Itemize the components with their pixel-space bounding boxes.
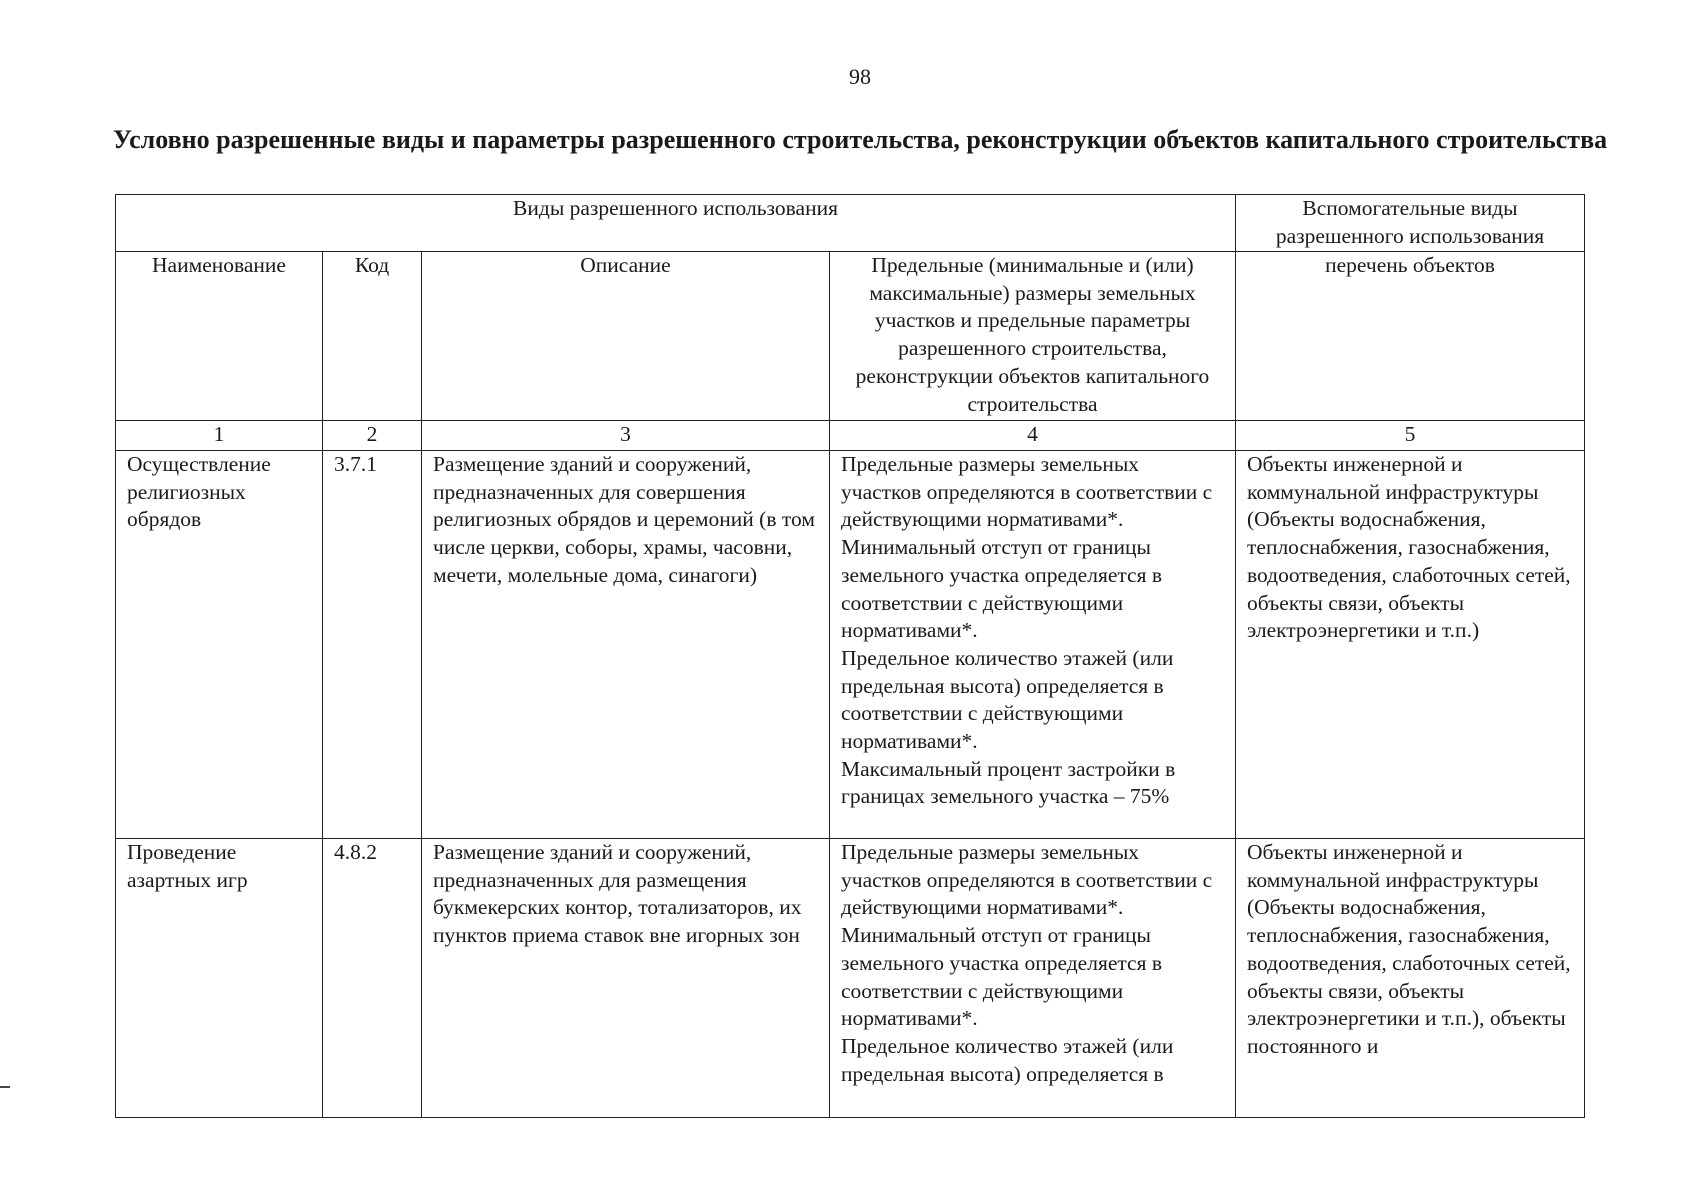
table-row bbox=[116, 451, 1585, 839]
col-header-limits: Предельные (минимальные и (или) максимальные) размеры земельных участков и предельные параметры разрешенного строительства, реконструкции объектов капитального строительства bbox=[830, 252, 1236, 421]
limits-paragraph: Предельные размеры земельных участков определяются в соответствии с действующими нормативами*. bbox=[841, 452, 1213, 532]
limits-paragraph: Предельные размеры земельных участков определяются в соответствии с действующими нормативами*. bbox=[841, 840, 1213, 920]
col-header-objects: перечень объектов bbox=[1236, 252, 1585, 421]
limits-paragraph: Минимальный отступ от границы земельного участка определяется в соответствии с действующими нормативами*. bbox=[841, 535, 1162, 643]
table-row bbox=[116, 839, 1585, 1118]
row-limits bbox=[830, 839, 1236, 1118]
page-number: 98 bbox=[849, 64, 871, 89]
row-code: 3.7.1 bbox=[323, 451, 422, 839]
col-header-code: Код bbox=[323, 252, 422, 421]
row-objects: Объекты инженерной и коммунальной инфраструктуры (Объекты водоснабжения, теплоснабжения, газоснабжения, водоотведения, слаботочных сетей, объекты связи, объекты электроэнергетики и т.п.) bbox=[1236, 451, 1585, 839]
scan-edge-mark bbox=[0, 1086, 10, 1088]
row-limits bbox=[830, 451, 1236, 839]
col-number: 4 bbox=[830, 421, 1236, 451]
row-code: 4.8.2 bbox=[323, 839, 422, 1118]
row-objects: Объекты инженерной и коммунальной инфраструктуры (Объекты водоснабжения, теплоснабжения, газоснабжения, водоотведения, слаботочных сетей, объекты связи, объекты электроэнергетики и т.п.), объекты постоянного и bbox=[1236, 839, 1585, 1118]
col-header-name: Наименование bbox=[116, 252, 323, 421]
row-name: Осуществление религиозных обрядов bbox=[116, 451, 323, 839]
limits-paragraph: Максимальный процент застройки в границах земельного участка – 75% bbox=[841, 756, 1176, 809]
group-header-main: Виды разрешенного использования bbox=[116, 195, 1236, 252]
table-group-header-row bbox=[116, 195, 1585, 252]
page-title: Условно разрешенные виды и параметры разрешенного строительства, реконструкции объектов капитального строительства bbox=[112, 125, 1608, 154]
limits-paragraph: Минимальный отступ от границы земельного участка определяется в соответствии с действующими нормативами*. bbox=[841, 923, 1162, 1031]
col-number: 1 bbox=[116, 421, 323, 451]
zoning-table bbox=[115, 194, 1585, 1118]
table-column-header-row bbox=[116, 252, 1585, 421]
col-number: 3 bbox=[422, 421, 830, 451]
row-description: Размещение зданий и сооружений, предназначенных для размещения букмекерских контор, тотализаторов, их пунктов приема ставок вне игорных зон bbox=[422, 839, 830, 1118]
col-header-description: Описание bbox=[422, 252, 830, 421]
col-number: 5 bbox=[1236, 421, 1585, 451]
group-header-aux: Вспомогательные виды разрешенного использования bbox=[1236, 195, 1585, 252]
column-number-row bbox=[116, 421, 1585, 451]
row-description: Размещение зданий и сооружений, предназначенных для совершения религиозных обрядов и церемоний (в том числе церкви, соборы, храмы, часовни, мечети, молельные дома, синагоги) bbox=[422, 451, 830, 839]
row-name: Проведение азартных игр bbox=[116, 839, 323, 1118]
limits-paragraph: Предельное количество этажей (или предельная высота) определяется в соответствии с действующими нормативами*. bbox=[841, 645, 1174, 754]
col-number: 2 bbox=[323, 421, 422, 451]
limits-paragraph: Предельное количество этажей (или предельная высота) определяется в bbox=[841, 1033, 1174, 1086]
